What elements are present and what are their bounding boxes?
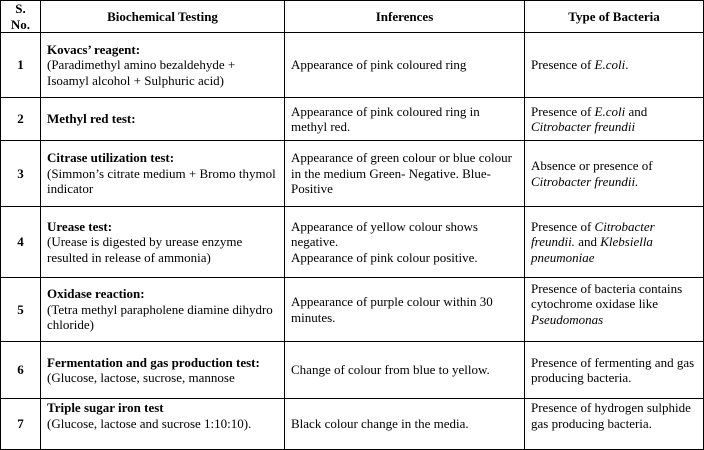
- row-number: 6: [1, 342, 41, 399]
- inference-cell: Appearance of purple colour within 30 minutes.: [285, 278, 525, 342]
- inference-cell: Black colour change in the media.: [285, 399, 525, 450]
- table-row: [1, 278, 704, 342]
- row-number: 4: [1, 207, 41, 278]
- bacteria-type-cell: [525, 98, 704, 141]
- bacteria-type-cell: [525, 399, 704, 450]
- header-type-of-bacteria: Type of Bacteria: [525, 1, 704, 33]
- type-text: Presence of fermenting and gas producing bacteria.: [531, 354, 695, 385]
- type-text: Presence of: [531, 57, 595, 73]
- type-species: Citrobacter freundii.: [531, 173, 639, 189]
- row-number: 7: [1, 399, 41, 450]
- table-row: [1, 399, 704, 450]
- table-row: [1, 98, 704, 141]
- inference-line: Appearance of yellow colour shows negative.: [291, 218, 478, 250]
- inference-cell: Appearance of pink coloured ring: [285, 33, 525, 98]
- type-clip: [531, 400, 697, 448]
- row-number: 1: [1, 33, 41, 98]
- test-title: Urease test:: [47, 218, 113, 234]
- inference-cell: Appearance of green colour or blue colour in the medium Green- Negative. Blue- Positive: [285, 141, 525, 207]
- type-text-end: .: [625, 57, 629, 73]
- test-cell: [41, 399, 285, 450]
- header-row: [1, 1, 704, 33]
- test-detail: (Paradimethyl amino bezaldehyde + Isoamyl alcohol + Sulphuric acid): [47, 57, 236, 88]
- type-species: E.coli: [594, 103, 626, 119]
- type-species-2: Klebsiella pneumoniae: [531, 234, 653, 265]
- test-cell: [41, 141, 285, 207]
- test-title: Kovacs’ reagent:: [47, 41, 141, 57]
- test-title: Triple sugar iron test: [47, 400, 164, 415]
- type-text: Presence of bacteria contains cytochrome oxidase like: [531, 280, 683, 311]
- type-text: Presence of hydrogen sulphide gas producing bacteria.: [531, 400, 691, 431]
- test-cell: [41, 342, 285, 399]
- type-species: Citrobacter freundii.: [531, 218, 655, 250]
- header-inferences: Inferences: [285, 1, 525, 33]
- type-species: E.coli: [594, 57, 626, 73]
- test-detail: (Urease is digested by urease enzyme resulted in release of ammonia): [47, 234, 243, 265]
- table-row: [1, 207, 704, 278]
- type-text: Presence of: [531, 218, 595, 234]
- test-detail: (Glucose, lactose, sucrose, mannose: [47, 370, 235, 385]
- test-title: Fermentation and gas production test:: [47, 354, 260, 370]
- row-number: 2: [1, 98, 41, 141]
- type-text-mid: and: [625, 103, 648, 119]
- type-text-mid: and: [574, 234, 601, 250]
- type-species-2: Citrobacter freundii: [531, 119, 636, 134]
- test-detail: (Glucose, lactose and sucrose 1:10:10).: [47, 415, 252, 431]
- bacteria-type-cell: [525, 33, 704, 98]
- table-row: [1, 342, 704, 399]
- type-text: Absence or presence of: [531, 158, 653, 173]
- row-number: 3: [1, 141, 41, 207]
- test-title: Citrase utilization test:: [47, 150, 175, 166]
- header-sno: S. No.: [1, 1, 41, 33]
- test-cell: [41, 98, 285, 141]
- inference-line: Appearance of pink colour positive.: [291, 249, 478, 265]
- inference-cell: [285, 207, 525, 278]
- type-clip: [531, 281, 697, 339]
- inference-cell: Change of colour from blue to yellow.: [285, 342, 525, 399]
- bacteria-type-cell: [525, 207, 704, 278]
- table-row: [1, 141, 704, 207]
- type-text: Presence of: [531, 103, 595, 119]
- type-species: Pseudomonas: [531, 311, 604, 327]
- test-cell: [41, 278, 285, 342]
- bacteria-type-cell: [525, 278, 704, 342]
- row-number: 5: [1, 278, 41, 342]
- test-detail: (Tetra methyl parapholene diamine dihydro chloride): [47, 301, 273, 333]
- bacteria-type-cell: [525, 141, 704, 207]
- test-clip: [47, 400, 278, 448]
- bacteria-type-cell: [525, 342, 704, 399]
- inference-cell: Appearance of pink coloured ring in methyl red.: [285, 98, 525, 141]
- header-biochemical-testing: Biochemical Testing: [41, 1, 285, 33]
- test-cell: [41, 207, 285, 278]
- test-title: Methyl red test:: [47, 111, 136, 127]
- test-title: Oxidase reaction:: [47, 286, 145, 302]
- test-cell: [41, 33, 285, 98]
- table-row: [1, 33, 704, 98]
- test-detail: (Simmon’s citrate medium + Bromo thymol indicator: [47, 165, 276, 197]
